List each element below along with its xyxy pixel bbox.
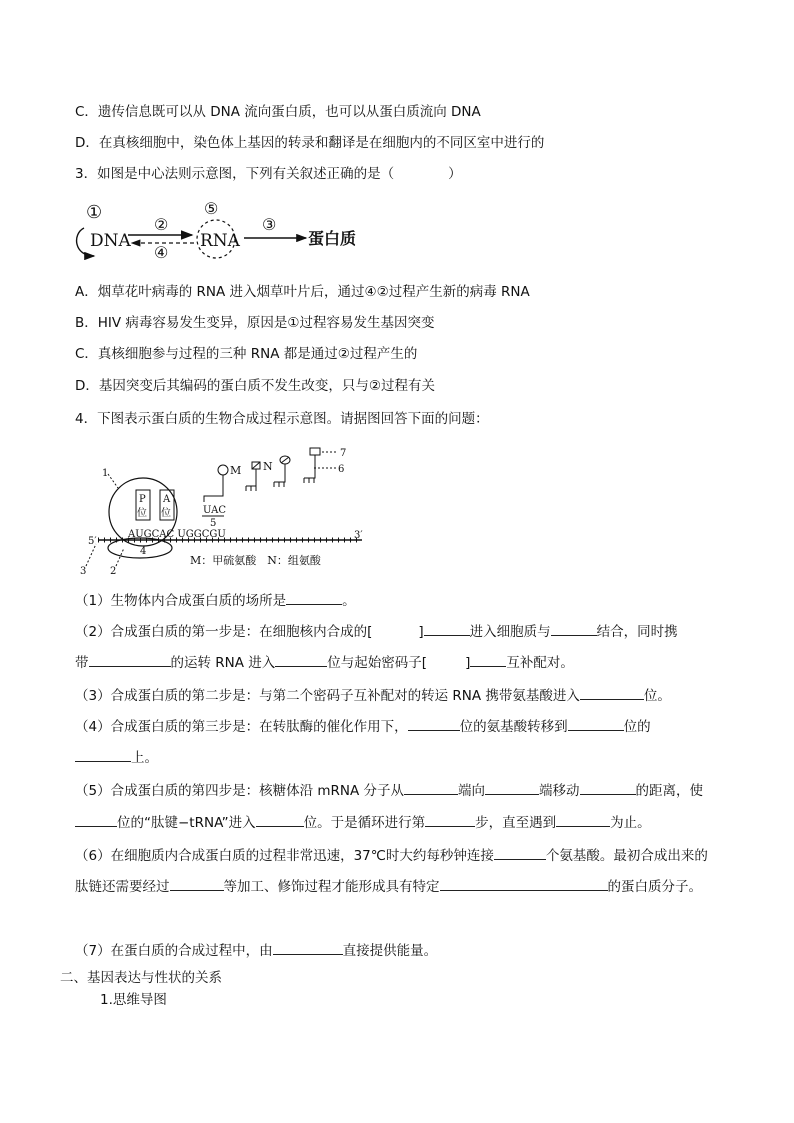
label-4: 4 [140,546,147,557]
process-1-label: ① [86,202,103,223]
label-6: 6 [338,464,345,475]
a-site-label: A [163,494,171,505]
q4-sub5-line2: 位的“肽键−tRNA”进入 位。于是循环进行第 步，直至遇到 为止。 [75,812,651,833]
answer-blank[interactable] [580,780,636,795]
q2-option-d: D．在真核细胞中，染色体上基因的转录和翻译是在细胞内的不同区室中进行的 [75,135,545,151]
protein-synthesis-diagram [78,440,378,580]
svg-text:位: 位 [161,508,171,519]
amino-acid-n-label: N [263,460,273,473]
p-site-label: P [139,494,146,505]
label-2: 2 [110,566,117,577]
label-5: 5 [210,518,217,529]
q2-option-c: C．遗传信息既可以从 DNA 流向蛋白质，也可以从蛋白质流向 DNA [75,104,481,120]
answer-blank[interactable] [273,940,343,955]
answer-blank[interactable] [256,812,304,827]
q3-option-d: D．基因突变后其编码的蛋白质不发生改变，只与②过程有关 [75,378,435,394]
q4-sub2-line1: （2）合成蛋白质的第一步是：在细胞核内合成的[ ] 进入细胞质与 结合，同时携 [75,621,678,642]
amino-acid-m-label: M [230,464,242,477]
answer-blank[interactable] [440,876,608,891]
label-7: 7 [340,448,347,459]
process-4-label: ④ [154,243,169,262]
rna-label: RNA [200,231,240,251]
q4-sub5-line1: （5）合成蛋白质的第四步是：核糖体沿 mRNA 分子从 端向 端移动 的距离，使 [75,780,703,801]
answer-blank[interactable] [75,747,131,762]
answer-blank[interactable] [170,876,224,891]
anticodon-label: UAC [203,505,226,516]
label-3: 3 [80,566,87,577]
answer-blank[interactable] [568,716,624,731]
answer-blank[interactable] [580,685,644,700]
q4-stem: 4．下图表示蛋白质的生物合成过程示意图。请据图回答下面的问题： [75,411,489,427]
answer-blank[interactable] [556,812,610,827]
central-dogma-diagram [70,198,370,262]
section-subtitle: 1.思维导图 [100,992,167,1008]
answer-blank[interactable] [494,845,546,860]
section-title: 二、基因表达与性状的关系 [60,970,222,986]
amino-acid-legend: M：甲硫氨酸 N：组氨酸 [190,554,321,567]
answer-blank[interactable] [551,621,597,636]
protein-label: 蛋白质 [308,229,357,248]
codons-label: AUGCAC UGGCGU [128,529,226,540]
process-5-label: ⑤ [204,199,219,218]
q4-sub6-line1: （6）在细胞质内合成蛋白质的过程非常迅速，37℃时大约每秒钟连接 个氨基酸。最初合成出来的 [75,845,708,866]
q4-sub3: （3）合成蛋白质的第二步是：与第二个密码子互补配对的转运 RNA 携带氨基酸进入 位。 [75,685,671,706]
q4-sub2-line2: 带 的运转 RNA 进入 位与起始密码子[ ] 互补配对。 [75,652,574,673]
q3-option-a: A．烟草花叶病毒的 RNA 进入烟草叶片后，通过④②过程产生新的病毒 RNA [75,284,530,300]
answer-blank[interactable] [485,780,539,795]
q4-sub4-line2: 上。 [75,747,158,768]
process-3-label: ③ [262,215,277,234]
q4-sub7: （7）在蛋白质的合成过程中，由 直接提供能量。 [75,940,437,961]
answer-blank[interactable] [75,812,117,827]
label-1: 1 [102,468,109,479]
q3-option-b: B．HIV 病毒容易发生变异，原因是①过程容易发生基因突变 [75,315,435,331]
answer-blank[interactable] [470,652,506,667]
three-prime-label: 3′ [354,530,363,541]
five-prime-label: 5′ [88,536,97,547]
answer-blank[interactable] [89,652,171,667]
q4-sub1: （1）生物体内合成蛋白质的场所是 。 [75,590,356,611]
answer-blank[interactable] [425,812,475,827]
svg-text:位: 位 [137,508,147,519]
answer-blank[interactable] [404,780,458,795]
q4-sub6-line2: 肽链还需要经过 等加工、修饰过程才能形成具有特定 的蛋白质分子。 [75,876,702,897]
answer-blank[interactable] [275,652,327,667]
q3-stem: 3．如图是中心法则示意图，下列有关叙述正确的是（ ） [75,166,462,182]
q3-option-c: C．真核细胞参与过程的三种 RNA 都是通过②过程产生的 [75,346,418,362]
q4-sub4-line1: （4）合成蛋白质的第三步是：在转肽酶的催化作用下， 位的氨基酸转移到 位的 [75,716,651,737]
answer-blank[interactable] [286,590,342,605]
process-2-label: ② [154,215,169,234]
dna-label: DNA [90,231,131,251]
answer-blank[interactable] [408,716,460,731]
answer-blank[interactable] [424,621,470,636]
